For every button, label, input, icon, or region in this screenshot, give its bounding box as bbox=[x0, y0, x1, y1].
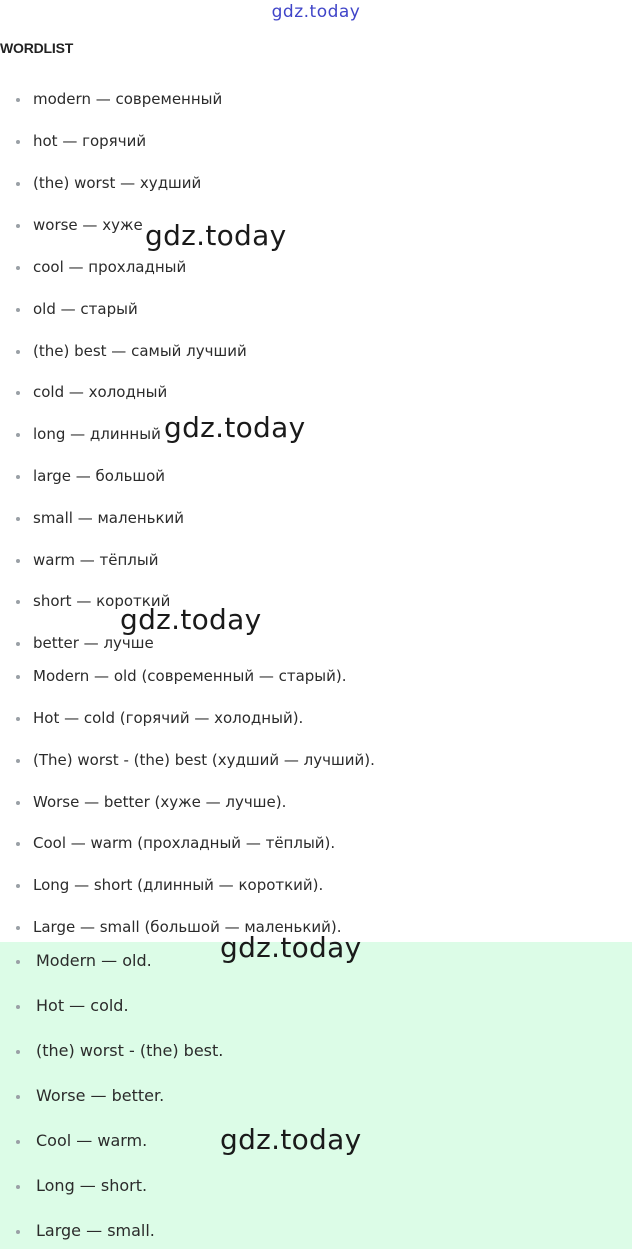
bullet-icon bbox=[16, 308, 20, 312]
bullet-icon bbox=[16, 926, 20, 930]
bullet-icon bbox=[16, 224, 20, 228]
bullet-icon bbox=[16, 675, 20, 679]
bullet-icon bbox=[16, 1095, 20, 1099]
list-item-text: old — старый bbox=[33, 300, 138, 318]
list-item-text: (The) worst - (the) best (худший — лучший). bbox=[33, 751, 375, 769]
list-item-text: small — маленький bbox=[33, 509, 185, 527]
bullet-icon bbox=[16, 884, 20, 888]
bullet-icon bbox=[16, 517, 20, 521]
list-item-text: Hot — cold. bbox=[36, 996, 129, 1015]
site-logo[interactable]: gdz.today bbox=[271, 2, 361, 22]
list-item-text: Worse — better. bbox=[36, 1086, 165, 1105]
watermark: gdz.today bbox=[164, 411, 306, 444]
watermark: gdz.today bbox=[120, 603, 262, 636]
list-item-text: (the) worst — худший bbox=[33, 174, 202, 192]
list-item-text: warm — тёплый bbox=[33, 551, 159, 569]
list-item-text: large — большой bbox=[33, 467, 166, 485]
bullet-icon bbox=[16, 1140, 20, 1144]
bullet-icon bbox=[16, 1005, 20, 1009]
list-item-text: hot — горячий bbox=[33, 132, 147, 150]
list-item-text: Worse — better (хуже — лучше). bbox=[33, 793, 287, 811]
list-item-text: Modern — old. bbox=[36, 951, 152, 970]
watermark: gdz.today bbox=[220, 1123, 362, 1156]
watermark: gdz.today bbox=[145, 219, 287, 252]
list-item-text: Hot — cold (горячий — холодный). bbox=[33, 709, 304, 727]
bullet-icon bbox=[16, 717, 20, 721]
list-item-text: (the) best — самый лучший bbox=[33, 342, 247, 360]
bullet-icon bbox=[16, 1230, 20, 1234]
bullet-icon bbox=[16, 1050, 20, 1054]
list-item-text: Cool — warm. bbox=[36, 1131, 148, 1150]
list-item-text: Large — small (большой — маленький). bbox=[33, 918, 342, 936]
list-item-text: short — короткий bbox=[33, 592, 171, 610]
bullet-icon bbox=[16, 98, 20, 102]
bullet-icon bbox=[16, 960, 20, 964]
bullet-icon bbox=[16, 759, 20, 763]
list-item-text: Cool — warm (прохладный — тёплый). bbox=[33, 834, 336, 852]
bullet-icon bbox=[16, 140, 20, 144]
bullet-icon bbox=[16, 266, 20, 270]
bullet-icon bbox=[16, 182, 20, 186]
bullet-icon bbox=[16, 842, 20, 846]
bullet-icon bbox=[16, 801, 20, 805]
section-heading: WORDLIST bbox=[0, 40, 74, 56]
bullet-icon bbox=[16, 559, 20, 563]
list-item-text: cool — прохладный bbox=[33, 258, 187, 276]
list-item-text: Large — small. bbox=[36, 1221, 155, 1240]
list-item-text: (the) worst - (the) best. bbox=[36, 1041, 224, 1060]
list-item-text: better — лучше bbox=[33, 634, 154, 652]
list-item-text: long — длинный bbox=[33, 425, 161, 443]
list-item-text: worse — хуже bbox=[33, 216, 143, 234]
bullet-icon bbox=[16, 350, 20, 354]
bullet-icon bbox=[16, 1185, 20, 1189]
bullet-icon bbox=[16, 475, 20, 479]
list-item-text: modern — современный bbox=[33, 90, 223, 108]
list-item-text: Modern — old (современный — старый). bbox=[33, 667, 347, 685]
bullet-icon bbox=[16, 642, 20, 646]
bullet-icon bbox=[16, 391, 20, 395]
bullet-icon bbox=[16, 433, 20, 437]
list-item-text: Long — short (длинный — короткий). bbox=[33, 876, 324, 894]
list-item-text: Long — short. bbox=[36, 1176, 148, 1195]
watermark: gdz.today bbox=[220, 931, 362, 964]
list-item-text: cold — холодный bbox=[33, 383, 168, 401]
bullet-icon bbox=[16, 600, 20, 604]
